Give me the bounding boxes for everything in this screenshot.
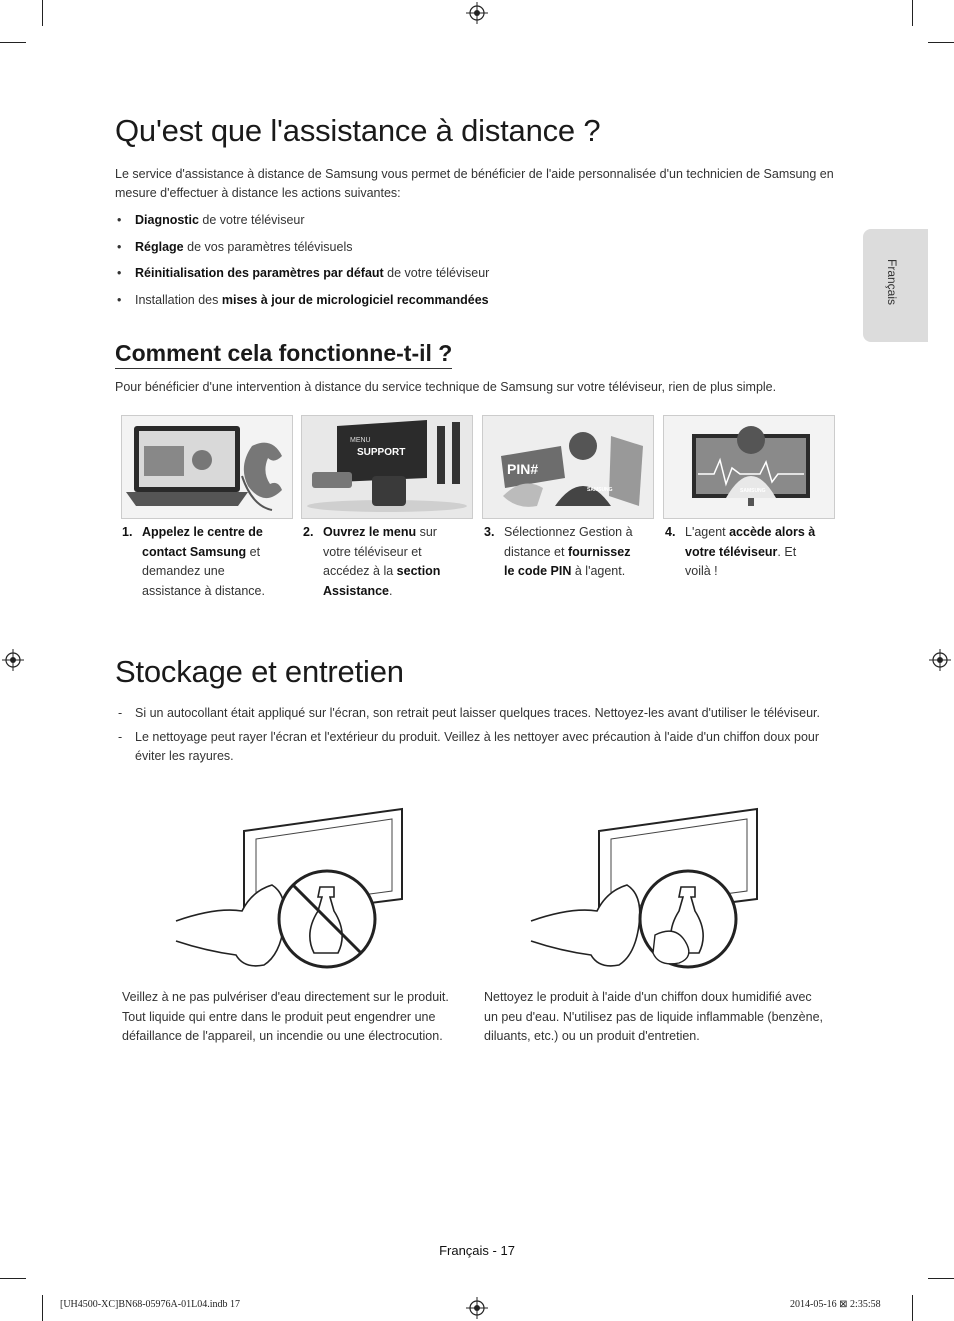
remote-assistance-intro: Le service d'assistance à distance de Samsung vous permet de bénéficier de l'aide personnalisée d'un technicien de Samsung en mesure d'effectuer à distance les actions suivantes: xyxy=(115,167,834,200)
brand-label: SAMSUNG xyxy=(587,487,613,493)
language-side-tab xyxy=(863,229,928,342)
how-it-works-intro: Pour bénéficier d'une intervention à distance du service technique de Samsung sur votre téléviseur, rien de plus simple. xyxy=(115,380,777,394)
laptop-phone-illustration xyxy=(122,416,292,518)
list-item: • Diagnostic de votre téléviseur xyxy=(117,213,305,227)
step-2-text: 2. Ouvrez le menu sur votre téléviseur et accédez à la section Assistance. xyxy=(303,525,441,598)
step-1-image xyxy=(121,415,293,519)
page-title-remote-assistance: Qu'est que l'assistance à distance ? xyxy=(115,113,601,148)
step-3-text: 3. Sélectionnez Gestion à distance et fournissez le code PIN à l'agent. xyxy=(484,525,633,578)
support-label: SUPPORT xyxy=(357,447,406,458)
list-item: • Installation des mises à jour de micrologiciel recommandées xyxy=(117,292,489,307)
step-4-text: 4. L'agent accède alors à votre téléviseur. Et voilà ! xyxy=(665,525,816,578)
list-item: • Réglage de vos paramètres télévisuels xyxy=(117,239,353,254)
list-item: • Réinitialisation des paramètres par défaut de votre téléviseur xyxy=(117,266,490,280)
brand-label: SAMSUNG xyxy=(740,488,766,494)
list-item: - Le nettoyage peut rayer l'écran et l'extérieur du produit. Veillez à les nettoyer avec précaution à l'aide d'un chiffon doux pour éviter les rayures. xyxy=(118,730,820,763)
crop-mark xyxy=(912,0,913,26)
crop-mark xyxy=(912,1295,913,1321)
agent-pin-illustration xyxy=(483,416,653,518)
step-4-image xyxy=(663,415,835,519)
no-spray-illustration xyxy=(170,805,410,975)
crop-mark xyxy=(0,1278,26,1279)
no-spray-caption: Veillez à ne pas pulvériser d'eau directement sur le produit. Tout liquide qui entre dans le produit peut engendrer une défaillance de l'appareil, un incendie ou une électrocution. xyxy=(122,990,449,1043)
page-title-storage-care: Stockage et entretien xyxy=(115,654,404,689)
crop-mark xyxy=(928,42,954,43)
crop-mark xyxy=(42,0,43,26)
remote-actions-list xyxy=(115,211,835,317)
menu-label: MENU xyxy=(350,437,371,444)
step-2-image xyxy=(301,415,473,519)
crop-mark xyxy=(928,1278,954,1279)
registration-mark-icon xyxy=(2,649,24,671)
list-item: - Si un autocollant était appliqué sur l'écran, son retrait peut laisser quelques traces. Nettoyez-les avant d'utiliser le téléviseur. xyxy=(118,706,821,720)
step-1-text: 1. Appelez le centre de contact Samsung et demandez une assistance à distance. xyxy=(122,525,265,598)
crop-mark xyxy=(0,42,26,43)
care-notes-list xyxy=(115,704,835,771)
tv-menu-illustration xyxy=(302,416,472,518)
pin-label: PIN# xyxy=(507,461,539,477)
registration-mark-icon xyxy=(466,1297,488,1319)
print-slug-left: [UH4500-XC]BN68-05976A-01L04.indb 17 xyxy=(60,1299,240,1310)
print-slug-right: 2014-05-16 ⊠ 2:35:58 xyxy=(790,1299,881,1310)
step-3-image xyxy=(482,415,654,519)
agent-on-tv-illustration xyxy=(664,416,834,518)
registration-mark-icon xyxy=(466,2,488,24)
crop-mark xyxy=(42,1295,43,1321)
page-number: Français - 17 xyxy=(439,1243,515,1258)
section-heading-how-it-works: Comment cela fonctionne-t-il ? xyxy=(115,340,452,369)
registration-mark-icon xyxy=(929,649,951,671)
soft-cloth-caption: Nettoyez le produit à l'aide d'un chiffon doux humidifié avec un peu d'eau. N'utilisez pas de liquide inflammable (benzène, diluants, etc.) ou un produit d'entretien. xyxy=(484,990,824,1043)
language-side-tab-label: Français xyxy=(885,259,899,306)
soft-cloth-illustration xyxy=(525,805,765,975)
